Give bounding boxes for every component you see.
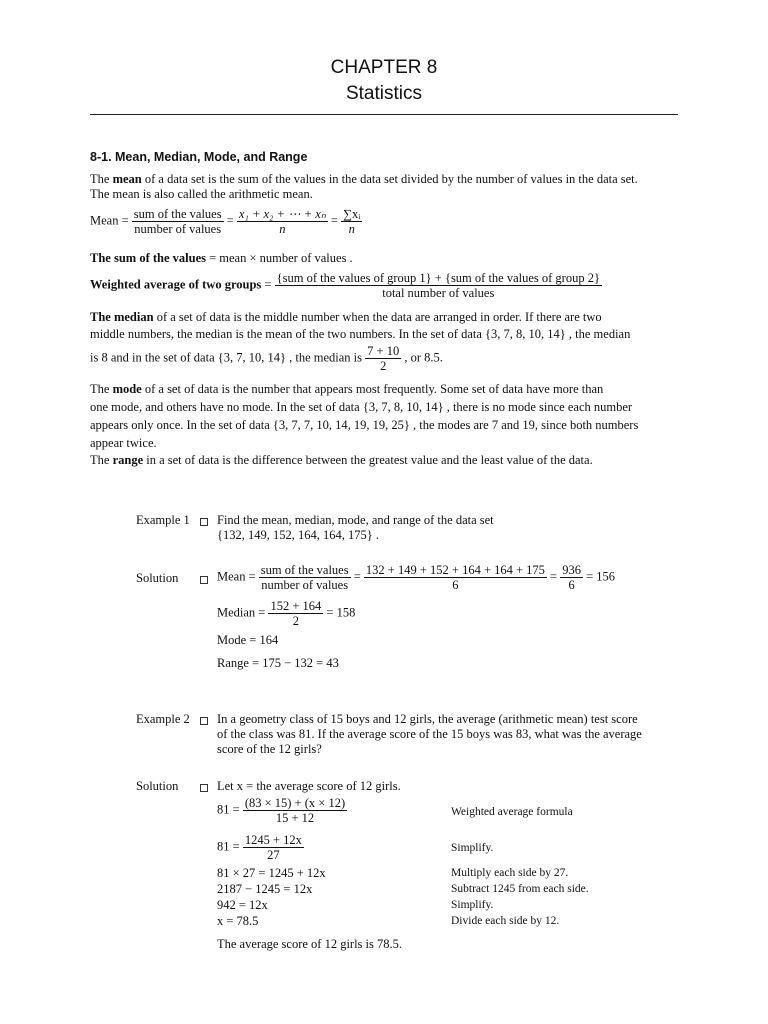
- example2-step6-note: Divide each side by 12.: [451, 915, 560, 927]
- example1-question: Find the mean, median, mode, and range of the data set {132, 149, 152, 164, 164, 175} .: [217, 513, 494, 542]
- example2-step4-note: Subtract 1245 from each side.: [451, 883, 589, 895]
- example2-step5: 942 = 12x: [217, 898, 268, 912]
- example2-step1: 81 = $\frac{(83 \times 15) + (x \times 12)}{15 + 12}$: [217, 796, 346, 825]
- example2-step4: 2187 − 1245 = 12x: [217, 882, 313, 896]
- example2-step3: 81 × 27 = 1245 + 12x: [217, 866, 326, 880]
- example1-range: Range = 175 − 132 = 43: [217, 656, 339, 670]
- example2-step2-note: Simplify.: [451, 842, 494, 854]
- example2-step2: 81 = $\frac{1245 + 12x}{27}$: [217, 833, 302, 862]
- example2-step3-note: Multiply each side by 27.: [451, 867, 569, 879]
- bullet-box-icon: [200, 717, 208, 725]
- bullet-box-icon: [200, 518, 208, 526]
- mean-definition: The mean of a data set is the sum of the values in the data set divided by the number of values in the data set. The mean is also called the arithmetic mean.: [90, 172, 638, 201]
- header-rule: [90, 114, 678, 115]
- bullet-box-icon: [200, 784, 208, 792]
- median-definition: The median of a set of data is the middle number when the data are arranged in order. If there are two middle numbers, the median is the mean of the two numbers. In the set of data {3, 7, 8, 10, 14} , the median: [90, 310, 631, 341]
- example2-step6: x = 78.5: [217, 914, 259, 928]
- example2-step1-note: Weighted average formula: [451, 806, 573, 818]
- example1-mean: Mean = $\frac{\text{sum of the values}}{\text{number of values}}$ = $\frac{132 + 149 + 152 + 164 + 164 + 175}{6}$ = $\frac{936}{6}$ = 156: [217, 563, 616, 592]
- range-definition: The range in a set of data is the difference between the greatest value and the least value of the data.: [90, 453, 593, 467]
- median-example: is 8 and in the set of data {3, 7, 10, 14} , the median is $\frac{7 + 10}{2}$ , or 8.5.: [90, 344, 443, 373]
- example1-label: Example 1: [136, 513, 190, 527]
- example2-let: Let x = the average score of 12 girls.: [217, 779, 401, 793]
- example1-mode: Mode = 164: [217, 633, 279, 647]
- section-heading: 8-1. Mean, Median, Mode, and Range: [90, 150, 308, 164]
- example2-step5-note: Simplify.: [451, 899, 494, 911]
- bullet-box-icon: [200, 576, 208, 584]
- weighted-average-formula: Weighted average of two groups = {sum of the values of group 1} + {sum of the values of group 2} total number of values: [90, 271, 600, 300]
- example1-median: Median = $\frac{152 + 164}{2}$ = 158: [217, 599, 356, 628]
- chapter-subtitle: Statistics: [345, 83, 423, 104]
- example1-solution-label: Solution: [136, 571, 179, 585]
- example2-solution-label: Solution: [136, 779, 179, 793]
- example2-answer: The average score of 12 girls is 78.5.: [217, 937, 403, 951]
- example2-question: In a geometry class of 15 boys and 12 girls, the average (arithmetic mean) test score of the class was 81. If the average score of the 15 boys was 83, what was the average score of the 12 girls?: [217, 712, 642, 756]
- mode-definition: The mode of a set of data is the number that appears most frequently. Some set of data have more than one mode, and others have no mode. In the set of data {3, 7, 8, 10, 14} , there is no mode since each number appears only once. In the set of data {3, 7, 7, 10, 14, 19, 19, 25} , the modes are 7 and 19, since both numbers appear twice.: [90, 382, 639, 450]
- mean-formula: Mean = $\frac{\text{sum of the values}}{\text{number of values}}$ = $\frac{\text{x₁ + x₂ + ⋯ + xₙ}}{n}$ = $\frac{\text{∑xᵢ}}{n}$: [90, 207, 361, 236]
- sum-of-values: The sum of the values = mean × number of values .: [90, 251, 353, 265]
- chapter-title: CHAPTER 8: [330, 57, 438, 78]
- example2-label: Example 2: [136, 712, 190, 726]
